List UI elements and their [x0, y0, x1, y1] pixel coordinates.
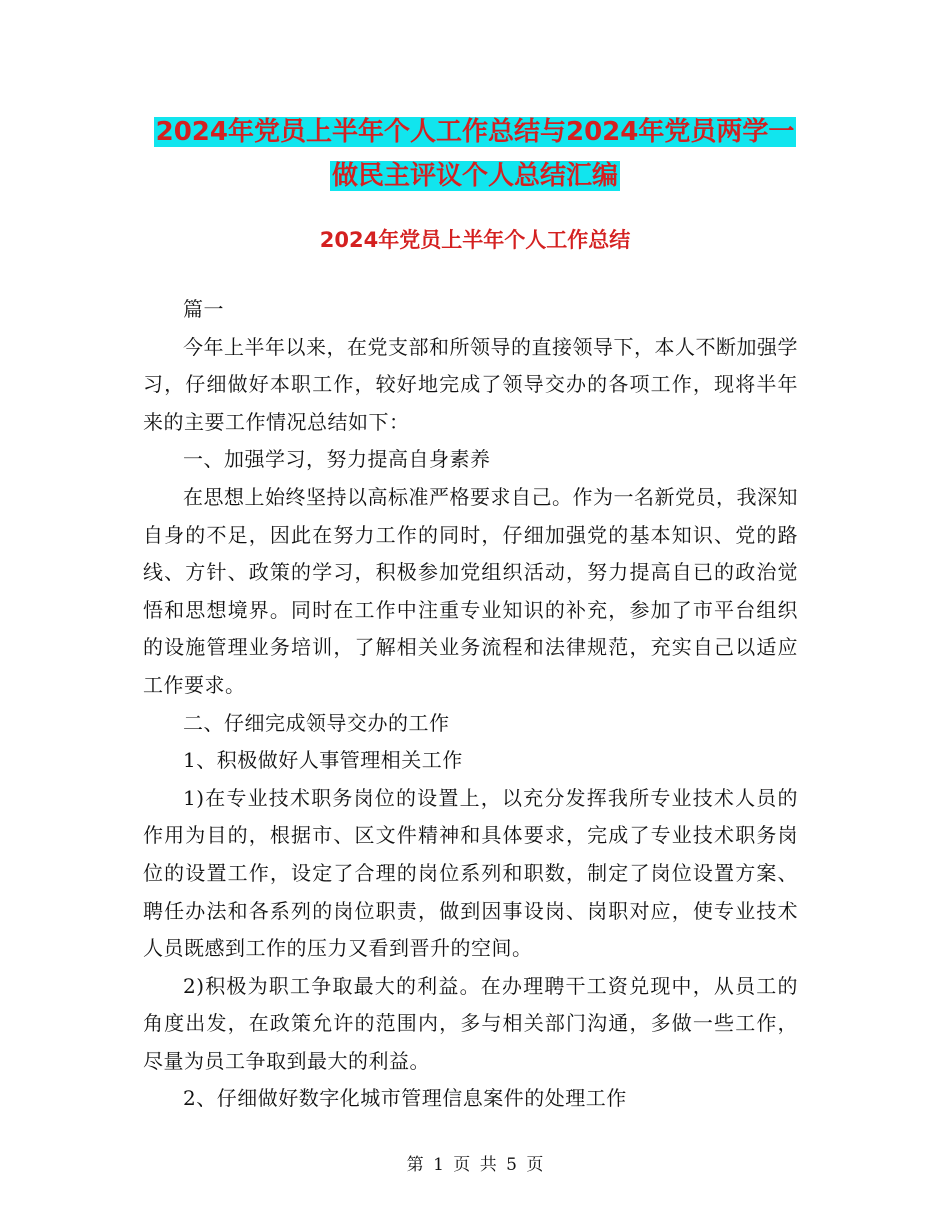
- paragraph: 1)在专业技术职务岗位的设置上，以充分发挥我所专业技术人员的作用为目的，根据市、区文件精神和具体要求，完成了专业技术职务岗位的设置工作，设定了合理的岗位系列和职数，制定了岗位设置方案、聘任办法和各系列的岗位职责，做到因事设岗、岗职对应，使专业技术人员既感到工作的压力又看到晋升的空间。: [143, 785, 798, 961]
- page-footer: 第 1 页 共 5 页: [406, 1155, 544, 1175]
- paragraph: 一、加强学习，努力提高自身素养: [183, 447, 491, 472]
- paragraph: 今年上半年以来，在党支部和所领导的直接领导下，本人不断加强学习，仔细做好本职工作，较好地完成了领导交办的各项工作，现将半年来的主要工作情况总结如下：: [143, 334, 798, 434]
- paragraph: 1、积极做好人事管理相关工作: [183, 748, 463, 773]
- paragraph: 在思想上始终坚持以高标准严格要求自己。作为一名新党员，我深知自身的不足，因此在努力工作的同时，仔细加强党的基本知识、党的路线、方针、政策的学习，积极参加党组织活动，努力提高自已的政治觉悟和思想境界。同时在工作中注重专业知识的补充，参加了市平台组织的设施管理业务培训，了解相关业务流程和法律规范，充实自己以适应工作要求。: [143, 484, 798, 697]
- paragraph: 二、仔细完成领导交办的工作: [183, 710, 450, 735]
- paragraph: 篇一: [183, 297, 224, 321]
- document-title-line-2: 做民主评议个人总结汇编: [331, 161, 618, 191]
- paragraph: 2)积极为职工争取最大的利益。在办理聘干工资兑现中，从员工的角度出发，在政策允许的范围内，多与相关部门沟通，多做一些工作，尽量为员工争取到最大的利益。: [143, 973, 798, 1073]
- document-body: [143, 291, 798, 1118]
- document-title-line-1: 2024年党员上半年个人工作总结与2024年党员两学一: [155, 117, 795, 147]
- paragraph: 2、仔细做好数字化城市管理信息案件的处理工作: [183, 1086, 627, 1111]
- section-title: 2024年党员上半年个人工作总结: [319, 228, 631, 252]
